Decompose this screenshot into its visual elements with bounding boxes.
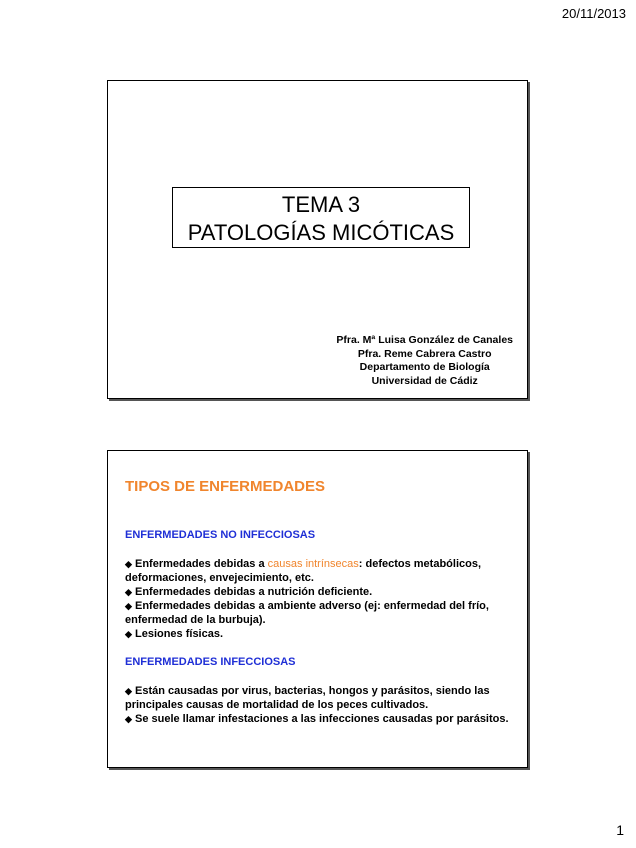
bullet-icon: ◆: [125, 559, 132, 569]
slide2-title: TIPOS DE ENFERMEDADES: [125, 478, 326, 495]
slide-disease-types: [107, 450, 528, 768]
bullet-text: Enfermedades debidas a nutrición deficiente.: [134, 586, 373, 598]
bullet-causes: [125, 684, 515, 712]
bullet-environment: [125, 599, 515, 627]
bullet-icon: ◆: [125, 629, 132, 639]
title-line-2: PATOLOGÍAS MICÓTICAS: [187, 220, 455, 245]
bullet-icon: ◆: [125, 714, 132, 724]
bullet-physical-injuries: [125, 627, 515, 641]
bullet-text: Se suele llamar infestaciones a las infecciones causadas por parásitos.: [134, 713, 509, 725]
highlight-intrinsic: causas intrínsecas: [267, 558, 359, 570]
section-infectious-heading: ENFERMEDADES INFECCIOSAS: [125, 656, 296, 668]
section-non-infectious-heading: ENFERMEDADES NO INFECCIOSAS: [125, 529, 316, 541]
bullet-icon: ◆: [125, 601, 132, 611]
bullet-intrinsic-causes: [125, 557, 515, 585]
bullet-text-cont: : defectos metabólicos, deformaciones, envejecimiento, etc.: [125, 558, 482, 584]
slide-title: [107, 80, 528, 399]
university: Universidad de Cádiz: [371, 374, 478, 387]
bullet-text: Están causadas por virus, bacterias, hongos y parásitos, siendo las principales causas de mortalidad de los peces cultivados.: [125, 685, 490, 711]
bullet-text: Enfermedades debidas a: [134, 558, 268, 570]
bullet-text: Enfermedades debidas a ambiente adverso (ej: enfermedad del frío, enfermedad de la burbuja).: [125, 600, 489, 626]
title-box: [172, 187, 470, 248]
author-2: Pfra. Reme Cabrera Castro: [357, 347, 492, 360]
page-number: 1: [616, 822, 624, 838]
title-line-1: TEMA 3: [281, 192, 361, 217]
bullet-icon: ◆: [125, 686, 132, 696]
bullet-icon: ◆: [125, 587, 132, 597]
department: Departamento de Biología: [359, 361, 490, 373]
bullet-infestations: [125, 712, 515, 726]
authors-block: [336, 334, 513, 388]
bullet-nutrition: [125, 585, 515, 599]
author-1: Pfra. Mª Luisa González de Canales: [336, 334, 513, 346]
bullet-text: Lesiones físicas.: [134, 628, 224, 640]
print-date: 20/11/2013: [561, 6, 626, 21]
